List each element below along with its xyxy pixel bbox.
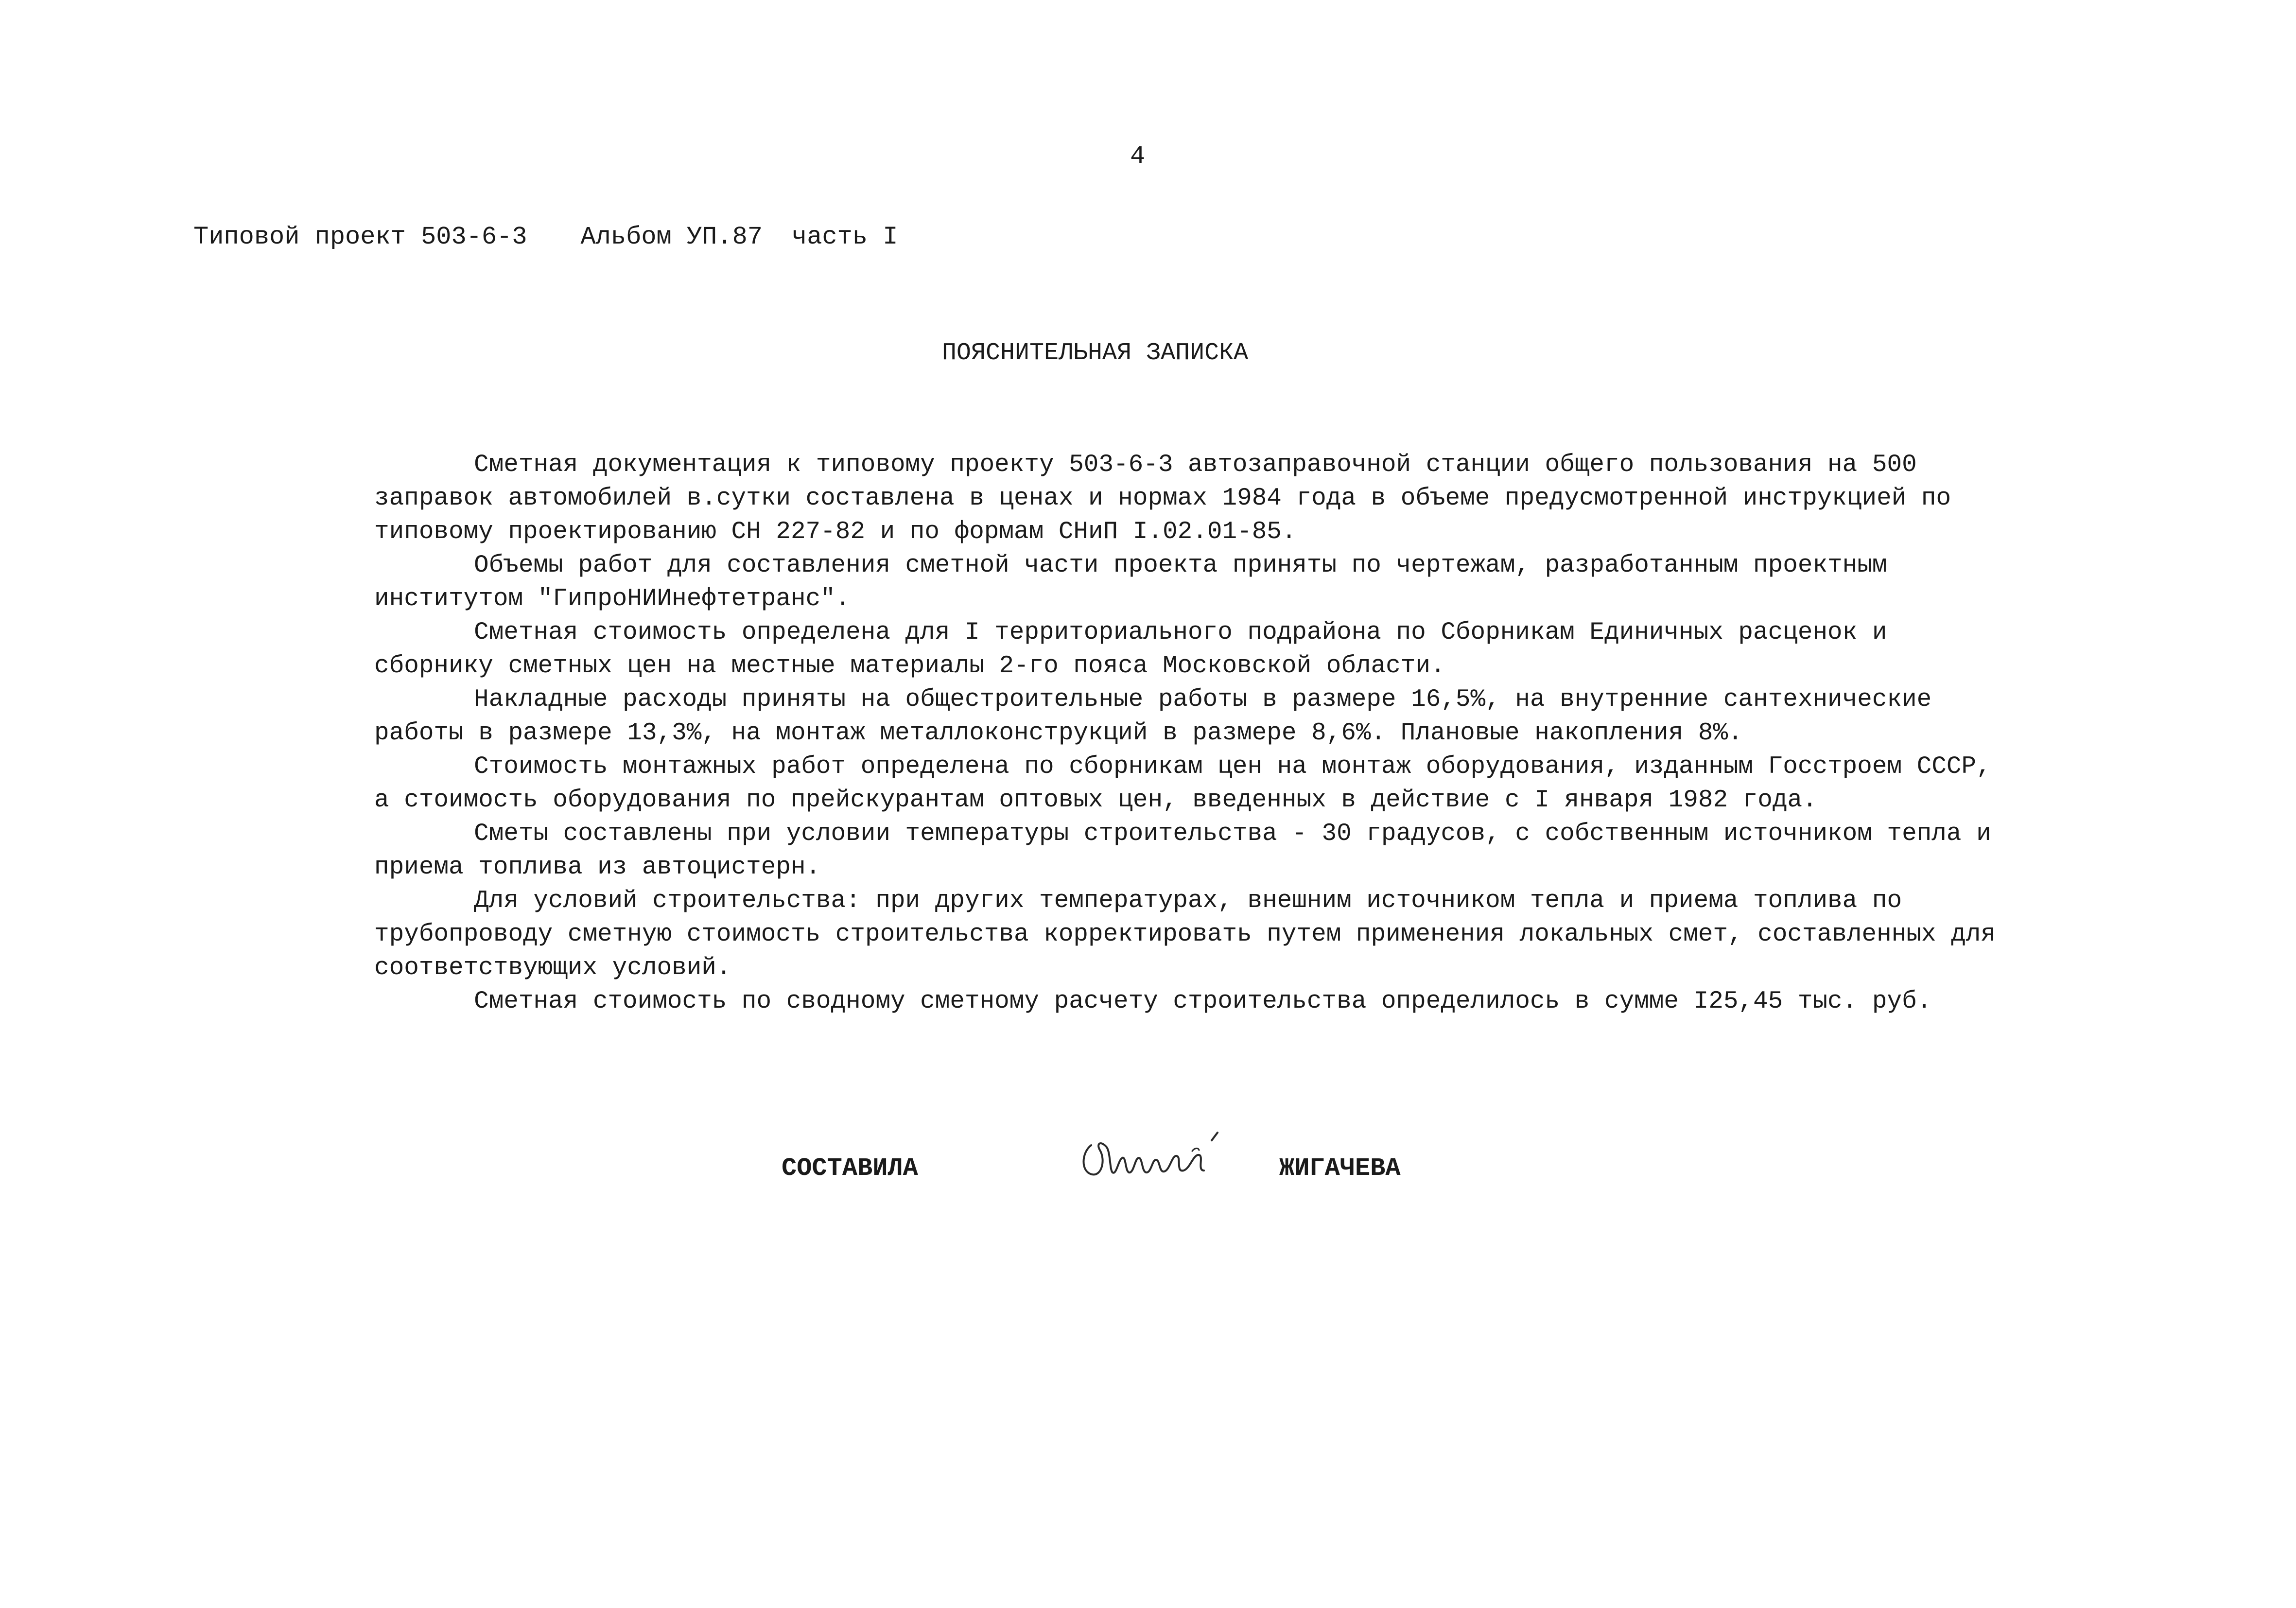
paragraph-conditions: Сметы составлены при условии температуры строительства - 30 градусов, с собственным источником тепла и приема топлива из автоцистерн. — [374, 820, 2006, 881]
project-reference: Типовой проект 503-6-3 — [193, 223, 527, 251]
paragraph-overheads: Накладные расходы приняты на общестроительные работы в размере 16,5%, на внутренние сантехнические работы в размере 13,3%, на монтаж металлоконструкций в размере 8,6%. Плановые накопления 8%. — [374, 686, 1947, 747]
document-title: ПОЯСНИТЕЛЬНАЯ ЗАПИСКА — [942, 339, 1249, 367]
paragraph-installation: Стоимость монтажных работ определена по сборникам цен на монтаж оборудования, изданным Госстроем СССР, а стоимость оборудования по прейскурантам оптовых цен, введенных в действие с I января 1982 года. — [374, 753, 2006, 814]
signatory-name: ЖИГАЧЕВА — [1279, 1154, 1401, 1183]
paragraph-total-cost: Сметная стоимость по сводному сметному расчету строительства определилось в сумме I25,45 тыс. руб. — [474, 988, 1932, 1015]
paragraph-volumes: Объемы работ для составления сметной части проекта приняты по чертежам, разработанным проектным институтом "ГипроНИИнефтетранс". — [374, 552, 1902, 613]
signature-label: СОСТАВИЛА — [782, 1154, 918, 1183]
signature-block — [0, 1149, 2296, 1212]
part-reference: часть I — [791, 223, 898, 251]
explanatory-text — [374, 448, 2011, 1018]
paragraph-cost-basis: Сметная стоимость определена для I территориального подрайона по Сборникам Единичных расценок и сборнику сметных цен на местные материалы 2-го пояса Московской области. — [374, 619, 1902, 680]
paragraph-scope: Сметная документация к типовому проекту 503-6-3 автозаправочной станции общего пользования на 500 заправок автомобилей в.сутки составлена в ценах и нормах 1984 года в объеме предусмотренной инструкцией по типовому проектированию СН 227-82 и по формам СНиП I.02.01-85. — [374, 451, 1966, 546]
album-reference: Альбом УП.87 — [580, 223, 763, 251]
page-number: 4 — [1130, 142, 1146, 171]
handwritten-signature — [1072, 1126, 1237, 1194]
paragraph-other-conditions: Для условий строительства: при других температурах, внешним источником тепла и приема топлива по трубопроводу сметную стоимость строительства корректировать путем применения локальных смет, составленных для соответствующих условий. — [374, 887, 2011, 982]
document-header — [193, 223, 898, 251]
